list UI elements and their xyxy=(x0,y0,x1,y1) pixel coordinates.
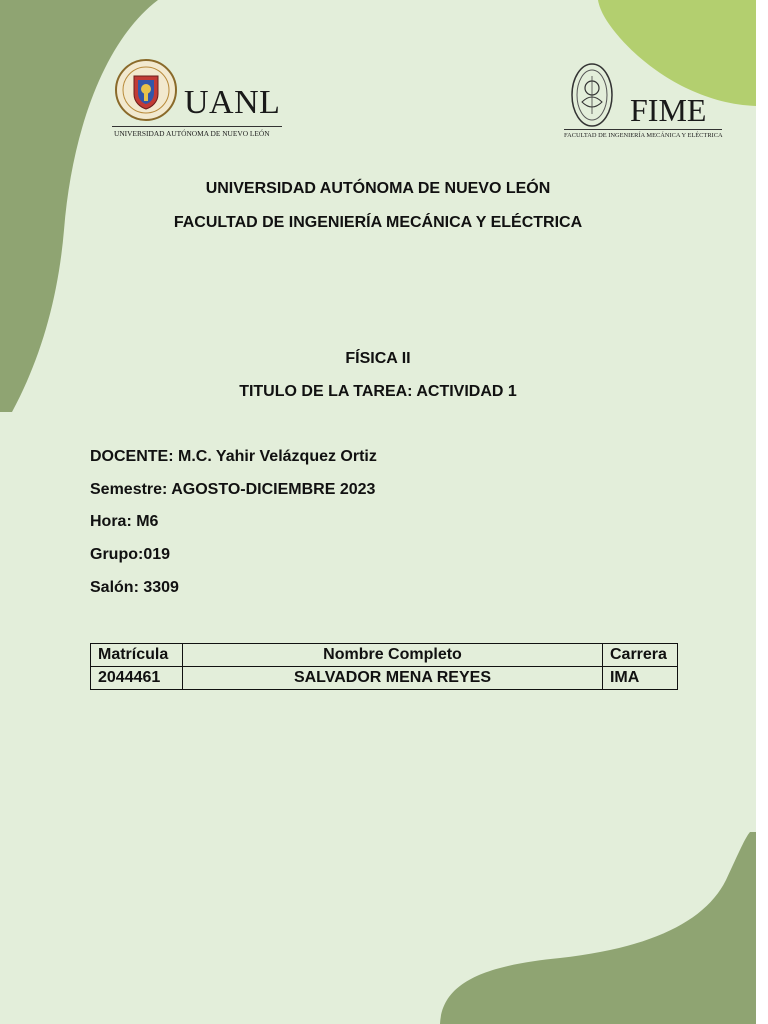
subject-heading: FÍSICA II xyxy=(345,350,411,367)
cell-carrera: IMA xyxy=(602,667,677,690)
table-header-row xyxy=(91,644,678,667)
cell-nombre: SALVADOR MENA REYES xyxy=(182,667,602,690)
fime-logo xyxy=(562,62,732,142)
bottom-right-wave-shape xyxy=(440,832,756,1024)
fime-logo-name: FIME xyxy=(630,92,707,128)
uanl-logo xyxy=(112,58,287,142)
table-row xyxy=(91,667,678,690)
docente-line: DOCENTE: M.C. Yahir Velázquez Ortiz xyxy=(90,448,377,465)
uanl-logo-rule xyxy=(112,126,282,127)
header-carrera: Carrera xyxy=(602,644,677,667)
task-title: TITULO DE LA TAREA: ACTIVIDAD 1 xyxy=(239,383,517,400)
uanl-shield-icon xyxy=(114,58,178,122)
university-heading: UNIVERSIDAD AUTÓNOMA DE NUEVO LEÓN xyxy=(205,180,551,197)
student-table xyxy=(90,643,678,690)
cell-matricula: 2044461 xyxy=(91,667,183,690)
hora-line: Hora: M6 xyxy=(90,513,159,530)
faculty-heading: FACULTAD DE INGENIERÍA MECÁNICA Y ELÉCTRICA xyxy=(173,214,583,231)
uanl-logo-name: UANL xyxy=(184,84,281,121)
grupo-line: Grupo:019 xyxy=(90,546,171,563)
fime-logo-rule xyxy=(564,129,722,130)
semestre-line: Semestre: AGOSTO-DICIEMBRE 2023 xyxy=(90,481,376,498)
uanl-logo-subtitle: UNIVERSIDAD AUTÓNOMA DE NUEVO LEÓN xyxy=(114,129,270,138)
fime-logo-subtitle: FACULTAD DE INGENIERÍA MECÁNICA Y ELÉCTRICA xyxy=(564,132,723,139)
header-matricula: Matrícula xyxy=(91,644,183,667)
header-nombre: Nombre Completo xyxy=(182,644,602,667)
salon-line: Salón: 3309 xyxy=(90,579,179,596)
fime-emblem-icon xyxy=(570,62,618,128)
